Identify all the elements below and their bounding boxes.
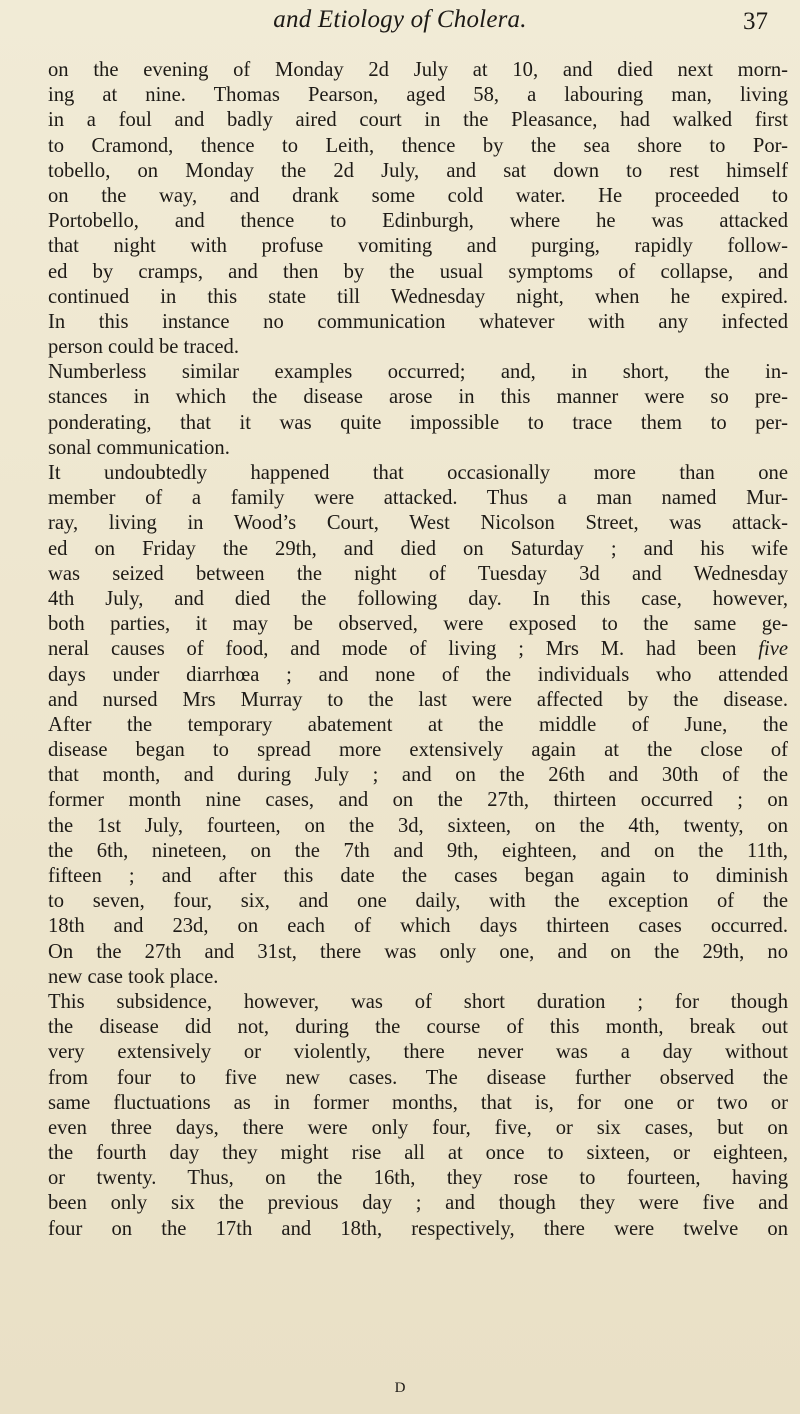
text-line: the disease did not, during the course of this month, break out [48,1016,788,1039]
text-line: sonal communication. [48,436,230,459]
text-line: former month nine cases, and on the 27th, thirteen occurred ; on [48,789,788,812]
text-line: disease began to spread more extensively again at the close of [48,739,788,762]
text-line: the fourth day they might rise all at once to sixteen, or eighteen, [48,1142,788,1165]
text-line: four on the 17th and 18th, respectively, there were twelve on [48,1217,788,1240]
text-line: on the evening of Monday 2d July at 10, and died next morn- [48,59,788,81]
running-head [0,6,800,46]
text-line: that month, and during July ; and on the 26th and 30th of the [48,764,788,787]
body-text [48,58,788,1242]
text-line: person could be traced. [48,336,239,359]
text-line: ponderating, that it was quite impossible to trace them to per- [48,411,788,434]
text-line: that night with profuse vomiting and purging, rapidly follow- [48,235,788,258]
text-line: continued in this state till Wednesday night, when he expired. [48,285,788,308]
text-line: ing at nine. Thomas Pearson, aged 58, a labouring man, living [48,84,788,107]
text-line: very extensively or violently, there never was a day without [48,1041,788,1064]
text-line: in a foul and badly aired court in the Pleasance, had walked first [48,109,788,132]
text-line: on the way, and drank some cold water. He proceeded to [48,184,788,207]
text-line: After the temporary abatement at the middle of June, the [48,713,788,736]
signature-mark: D [394,1380,406,1396]
text-line: In this instance no communication whatever with any infected [48,310,788,333]
text-line: It undoubtedly happened that occasionally more than one [48,462,788,484]
text-line: Numberless similar examples occurred; and, in short, the in- [48,361,788,384]
text-line: ed by cramps, and then by the usual symptoms of collapse, and [48,260,788,283]
text-line: Portobello, and thence to Edinburgh, where he was attacked [48,210,788,233]
text-line: ed on Friday the 29th, and died on Saturday ; and his wife [48,537,788,560]
running-title: and Etiology of Cholera. [273,6,527,33]
text-line: ray, living in Wood’s Court, West Nicolson Street, was attack- [48,512,788,535]
text-line: fifteen ; and after this date the cases began again to diminish [48,865,788,887]
text-line: tobello, on Monday the 2d July, and sat down to rest himself [48,159,788,182]
text-line: On the 27th and 31st, there was only one, and on the 29th, no [48,940,788,963]
text-line: both parties, it may be observed, were exposed to the same ge- [48,613,788,636]
text-line: 18th and 23d, on each of which days thirteen cases occurred. [48,915,788,938]
text-line: and nursed Mrs Murray to the last were affected by the disease. [48,688,788,711]
text-line: stances in which the disease arose in this manner were so pre- [48,386,788,409]
text-line: to seven, four, six, and one daily, with the exception of the [48,890,788,913]
text-line: This subsidence, however, was of short duration ; for though [48,990,788,1013]
text-line: the 6th, nineteen, on the 7th and 9th, eighteen, and on the 11th, [48,839,788,862]
text-line: was seized between the night of Tuesday 3d and Wednesday [48,562,788,585]
text-line: days under diarrhœa ; and none of the individuals who attended [48,663,788,686]
text-line: same fluctuations as in former months, that is, for one or two or [48,1091,788,1114]
text-line: to Cramond, thence to Leith, thence by the sea shore to Por- [48,134,788,157]
text-line: even three days, there were only four, five, or six cases, but on [48,1116,788,1139]
text-line: neral causes of food, and mode of living ; Mrs M. had been five [48,638,788,661]
text-line: new case took place. [48,965,219,988]
text-line: been only six the previous day ; and though they were five and [48,1192,788,1215]
text-line: member of a family were attacked. Thus a man named Mur- [48,487,788,510]
text-line: the 1st July, fourteen, on the 3d, sixteen, on the 4th, twenty, on [48,814,788,837]
text-line: or twenty. Thus, on the 16th, they rose to fourteen, having [48,1167,788,1190]
text-line: from four to five new cases. The disease further observed the [48,1066,788,1089]
text-line: 4th July, and died the following day. In this case, however, [48,587,788,610]
page-number: 37 [743,8,768,35]
